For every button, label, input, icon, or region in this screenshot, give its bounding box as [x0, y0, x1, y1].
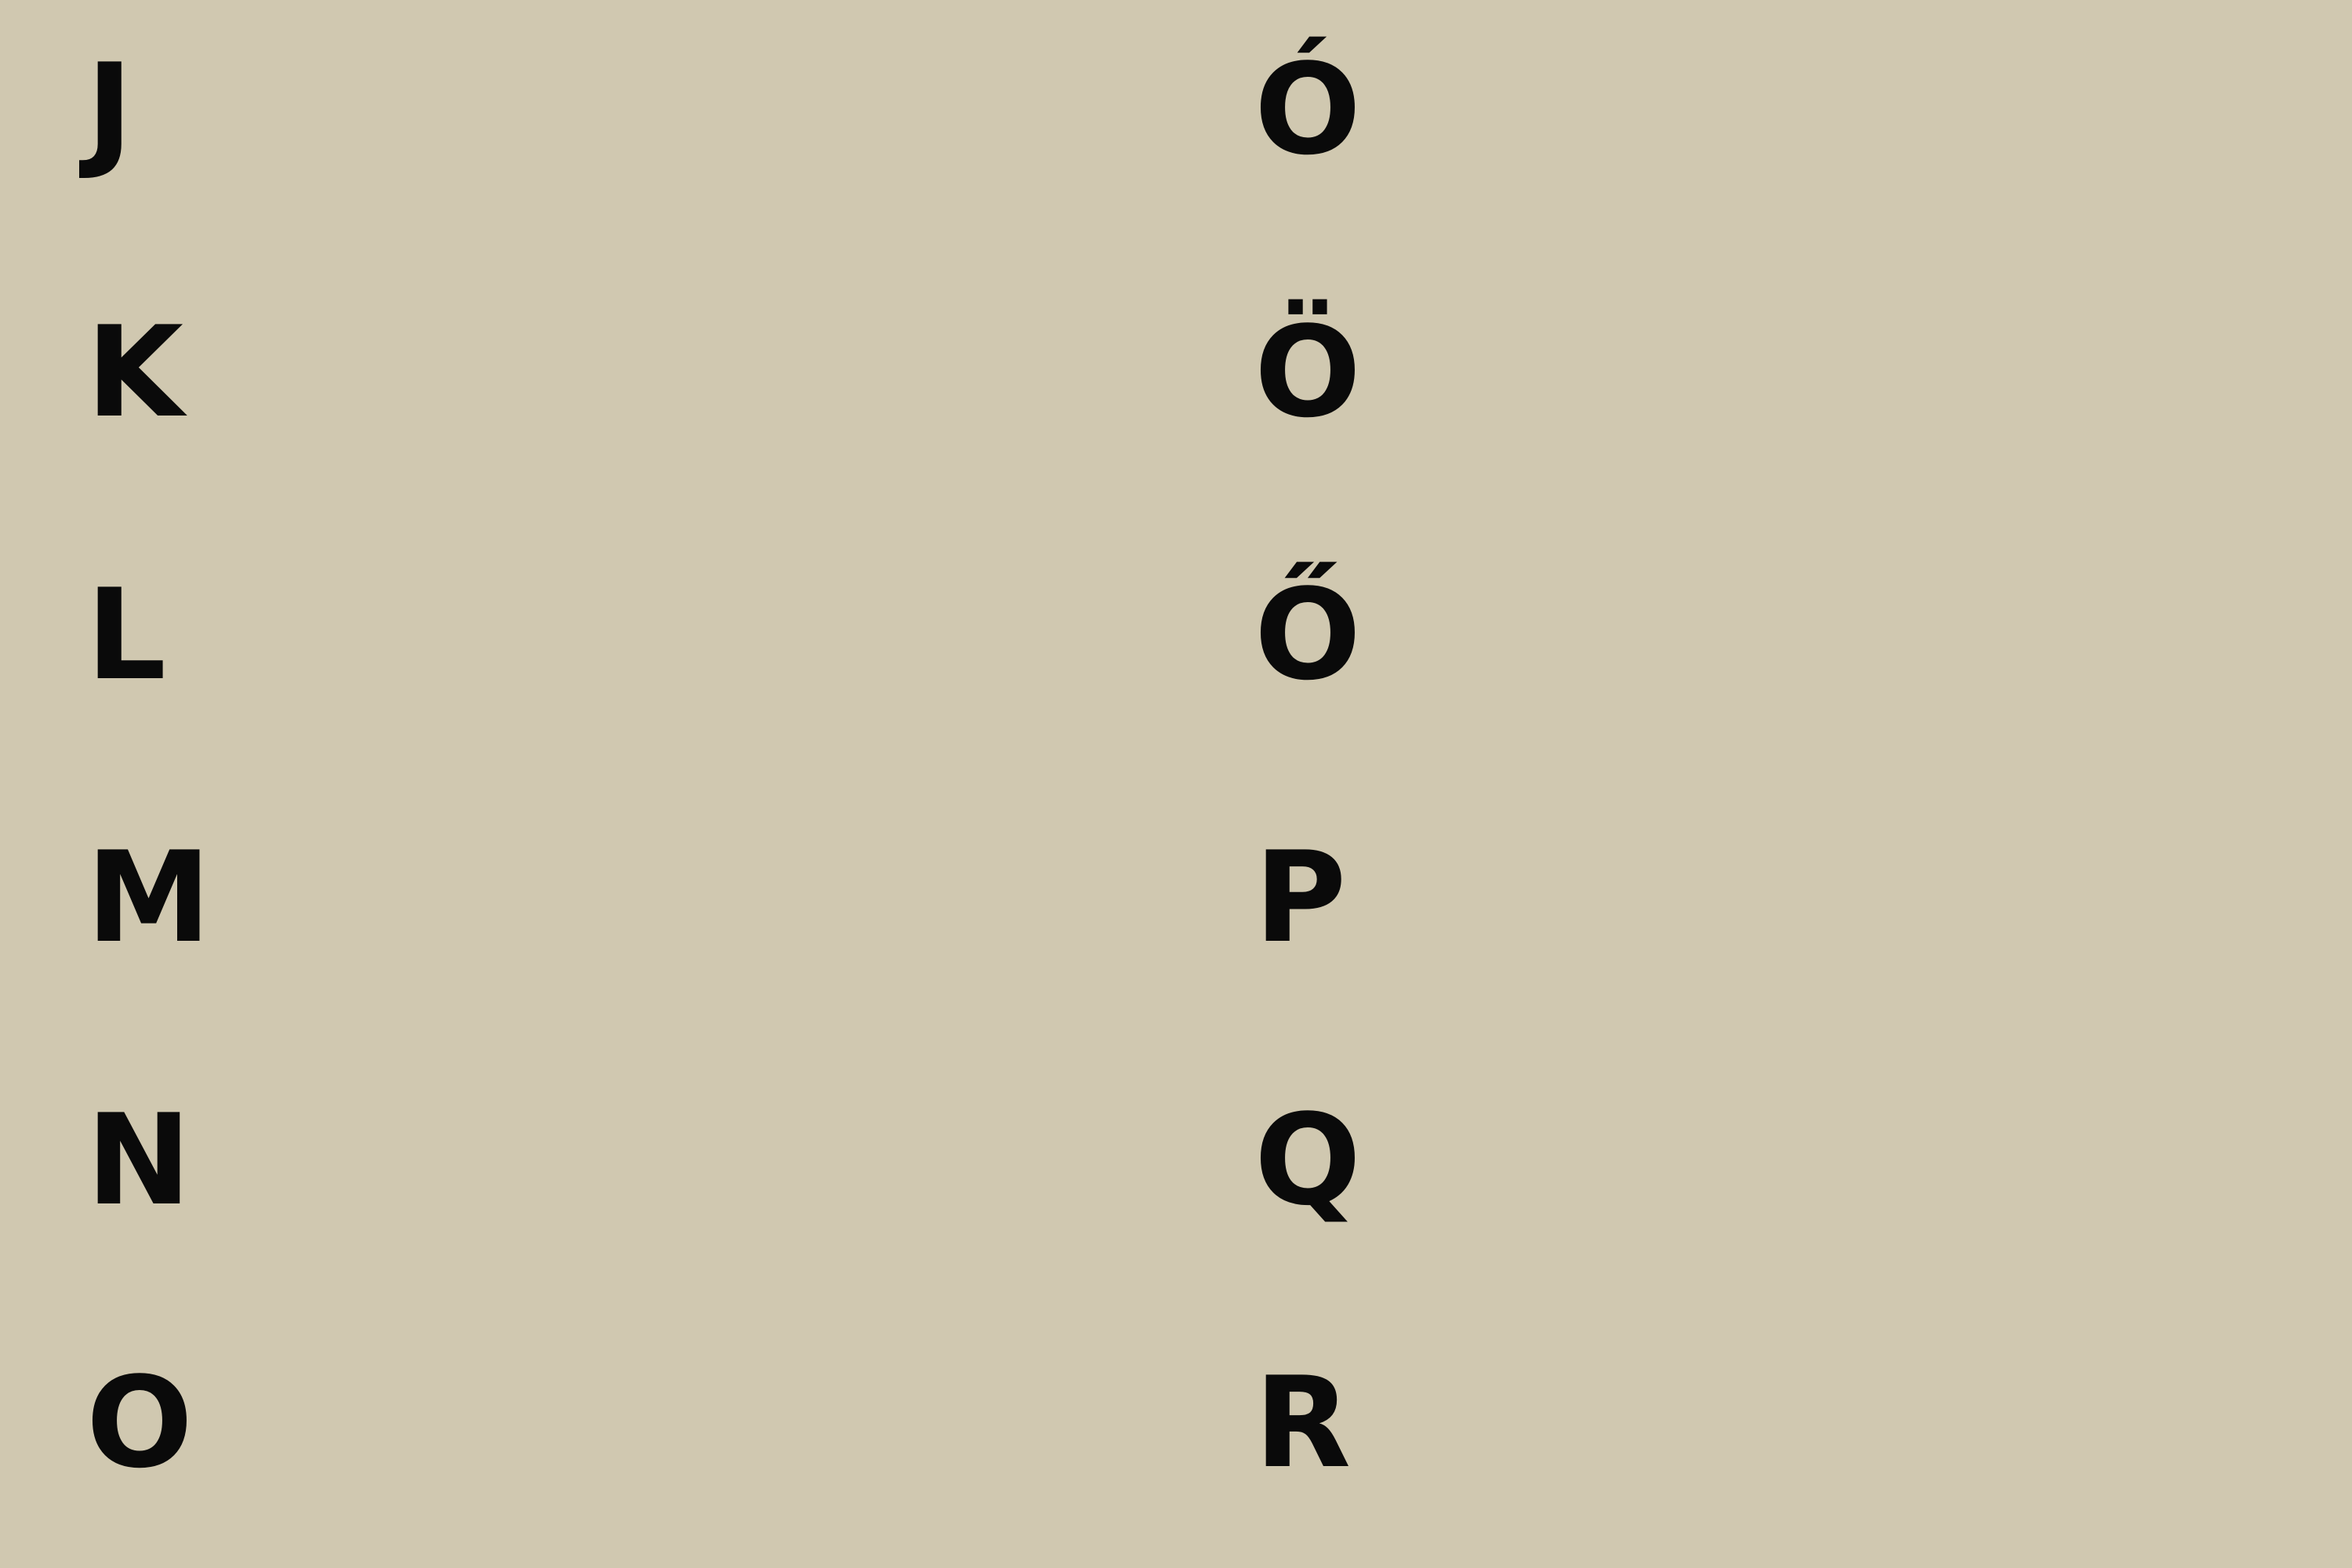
glyph-m: M — [86, 824, 212, 971]
glyph-j: J — [86, 36, 133, 183]
glyph-n: N — [86, 1087, 191, 1233]
glyph-p: P — [1254, 824, 1347, 971]
glyph-q: Q — [1254, 1087, 1362, 1233]
glyph-o-diaeresis: Ö — [1254, 299, 1362, 445]
glyph-o-double-acute: Ő — [1254, 561, 1362, 708]
glyph-k: K — [86, 299, 183, 445]
left-glyph-column — [86, 0, 400, 1568]
glyph-o-acute: Ó — [1254, 36, 1362, 183]
glyph-l: L — [86, 561, 166, 708]
glyph-o: O — [86, 1349, 194, 1496]
glyph-r: R — [1254, 1349, 1352, 1496]
right-glyph-column — [1254, 0, 1568, 1568]
